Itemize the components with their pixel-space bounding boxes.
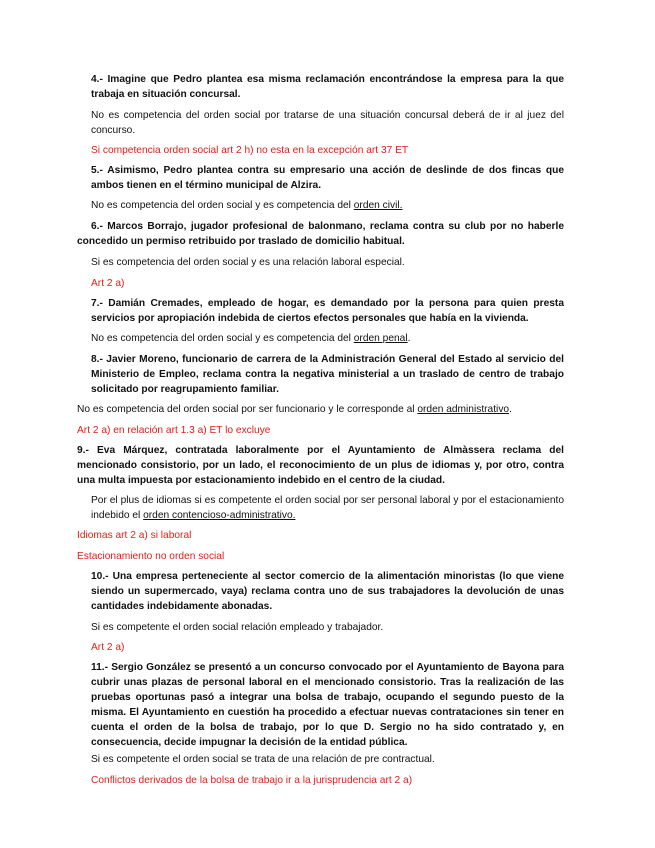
answer-9-link: orden contencioso-administrativo.: [143, 510, 296, 521]
question-8: 8.- Javier Moreno, funcionario de carrera de la Administración General del Estado al servicio del Ministerio de Empleo, reclama contra la negativa ministerial a un traslado de centro de trabajo solicitado por reagrupamiento familiar.: [91, 354, 564, 395]
question-11: 11.- Sergio González se presentó a un concurso convocado por el Ayuntamiento de Bayona para cubrir unas plazas de personal laboral en el mencionado consistorio. Tras la realización de las pruebas oportunas pasó a integrar una bolsa de trabajo, ocupando el segundo puesto de la misma. El Ayuntamiento en cuestión ha procedido a efectuar nuevas contrataciones sin tener en cuenta el orden de la bolsa de trabajo, por lo que D. Sergio no ha sido contratado y, en consecuencia, decide impugnar la decisión de la entidad pública.: [91, 662, 564, 748]
answer-9-text: Por el plus de idiomas si es competente el orden social por ser personal laboral y por el estacionamiento indebido el: [91, 495, 564, 521]
note-9b: Estacionamiento no orden social: [77, 551, 225, 562]
answer-7-text: No es competencia del orden social y es competencia del: [91, 333, 354, 344]
question-7: 7.- Damián Cremades, empleado de hogar, es demandado por la persona para quien presta servicios por apropiación indebida de ciertos efectos personales que había en la vivienda.: [91, 298, 564, 324]
answer-5-text: No es competencia del orden social y es competencia del: [91, 200, 354, 211]
answer-5: [91, 198, 564, 213]
note-4: Si competencia orden social art 2 h) no esta en la excepción art 37 ET: [91, 145, 409, 156]
answer-7-end: .: [407, 333, 411, 344]
question-4: 4.- Imagine que Pedro plantea esa misma reclamación encontrándose la empresa para la que trabaja en situación concursal.: [91, 74, 564, 100]
answer-10: Si es competente el orden social relación empleado y trabajador.: [91, 622, 384, 633]
question-9: 9.- Eva Márquez, contratada laboralmente por el Ayuntamiento de Almàssera reclama del mencionado consistorio, por un lado, el reconocimiento de un plus de idiomas y, por otro, contra una multa impuesta por estacionamiento indebido en el centro de la ciudad.: [77, 445, 564, 486]
answer-8-link: orden administrativo: [417, 404, 510, 415]
note-10: Art 2 a): [91, 642, 125, 653]
answer-7: [91, 331, 564, 346]
question-5: 5.- Asimismo, Pedro plantea contra su empresario una acción de deslinde de dos fincas que ambos tienen en el término municipal de Alzira.: [91, 165, 564, 191]
answer-8-end: .: [509, 404, 512, 415]
answer-7-link: orden penal: [353, 333, 408, 344]
question-6: 6.- Marcos Borrajo, jugador profesional de balonmano, reclama contra su club por no haberle concedido un permiso retribuido por traslado de domicilio habitual.: [77, 221, 564, 247]
answer-5-link: orden civil.: [353, 200, 403, 211]
answer-6: Si es competencia del orden social y es una relación laboral especial.: [91, 257, 405, 268]
note-6: Art 2 a): [91, 278, 125, 289]
answer-8-text: No es competencia del orden social por ser funcionario y le corresponde al: [77, 404, 418, 415]
answer-11: Si es competente el orden social se trata de una relación de pre contractual.: [91, 754, 435, 765]
note-8: Art 2 a) en relación art 1.3 a) ET lo excluye: [77, 425, 271, 436]
answer-9: [91, 493, 564, 523]
note-9a: Idiomas art 2 a) si laboral: [77, 530, 192, 541]
answer-8: [77, 402, 564, 417]
question-10: 10.- Una empresa perteneciente al sector comercio de la alimentación minoristas (lo que viene siendo un supermercado, vaya) reclama contra uno de sus trabajadores la devolución de unas cantidades indebidamente abonadas.: [91, 571, 564, 612]
answer-4: No es competencia del orden social por tratarse de una situación concursal deberá de ir al juez del concurso.: [91, 110, 564, 136]
note-11: Conflictos derivados de la bolsa de trabajo ir a la jurisprudencia art 2 a): [91, 775, 413, 786]
